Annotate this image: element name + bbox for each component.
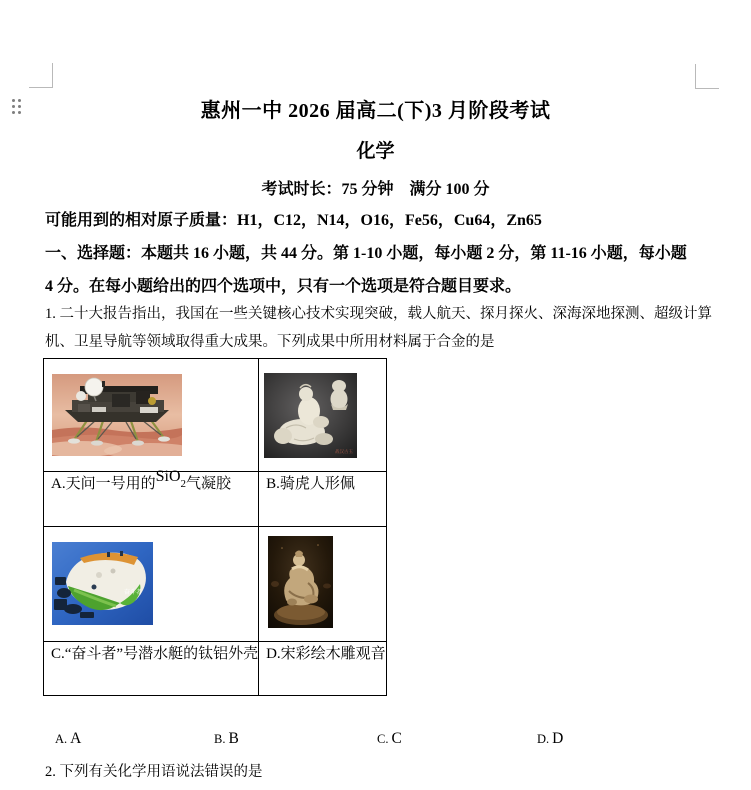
section-instructions: [45, 237, 717, 303]
option-c[interactable]: C. C: [377, 730, 402, 747]
table-cell-c-image: [44, 527, 259, 642]
caption-a-suffix: 气凝胶: [186, 476, 232, 492]
table-cell-a-image: [44, 359, 259, 472]
question-2-stem: 2. 下列有关化学用语说法错误的是: [45, 764, 263, 780]
table-caption-b: B.骑虎人形佩: [259, 472, 387, 527]
caption-a-prefix: A.天问一号用的: [51, 476, 156, 492]
question-1-line-1: 1. 二十大报告指出，我国在一些关键核心技术实现突破，载人航天、探月探火、深海深地探测、超级计算: [45, 306, 712, 322]
photo-watermark: 战汉古玉: [335, 449, 354, 454]
option-d[interactable]: D. D: [537, 730, 564, 747]
table-cell-b-image: [259, 359, 387, 472]
table-cell-d-image: [259, 527, 387, 642]
jade-figurine-photo: [264, 373, 357, 458]
option-a[interactable]: A. A: [55, 730, 82, 747]
table-caption-a: [44, 468, 259, 527]
guanyin-statue-photo: [268, 536, 333, 628]
section-line-1: 一、选择题：本题共 16 小题，共 44 分。第 1-10 小题，每小题 2 分，第 11-16 小题，每小题: [45, 245, 687, 262]
sio2-formula: SiO$_2$: [155, 468, 186, 491]
table-caption-c: C.“奋斗者”号潜水艇的钛铝外壳: [44, 642, 259, 696]
exam-title: 惠州一中 2026 届高二(下)3 月阶段考试: [200, 100, 551, 122]
svg-text:奋斗者: 奋斗者: [124, 590, 143, 596]
tianwen-lander-photo: [52, 374, 182, 456]
question-1-stem: [45, 300, 725, 356]
submersible-photo: [52, 542, 153, 625]
page-margin-corner-top-left: [29, 63, 53, 88]
page-margin-corner-top-right: [695, 64, 719, 89]
table-caption-d: D.宋彩绘木雕观音: [259, 642, 387, 696]
exam-subject: 化学: [356, 141, 395, 162]
section-line-2: 4 分。在每小题给出的四个选项中，只有一个选项是符合题目要求。: [45, 278, 522, 295]
option-b[interactable]: B. B: [214, 730, 239, 747]
question-1-table: [43, 358, 387, 696]
atomic-masses-line: 可能用到的相对原子质量：H1，C12，N14，O16，Fe56，Cu64，Zn65: [45, 212, 542, 229]
question-1-line-2: 机、卫星导航等领域取得重大成果。下列成果中所用材料属于合金的是: [45, 334, 495, 350]
exam-duration-score: 考试时长：75 分钟 满分 100 分: [261, 181, 490, 198]
